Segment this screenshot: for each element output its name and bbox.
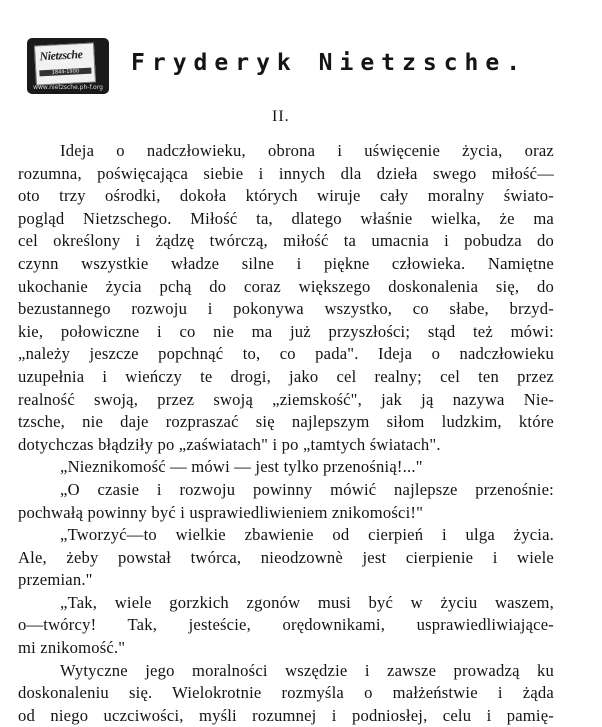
text-line: czynn wszystkie władze silne i piękne człowieka. Namiętne [18,253,554,273]
logo-url: www.nietzsche.ph-f.org [33,84,103,91]
logo-signature: Nietzsche [39,47,83,64]
text-line: kie, połowiczne i co nie ma już przyszłości; stąd też mówi: [18,321,554,341]
text-line: „Tworzyć—to wielkie zbawienie od cierpień i ulga życia. [60,525,554,545]
text-line: bezustannego rozwoju i pokonywa wszystko, co słabe, brzyd- [18,299,554,319]
site-logo [27,38,109,94]
text-line: doskonaleniu się. Wielokrotnie rozmyśla o małżeństwie i żąda [18,683,554,703]
text-line: tzsche, nie daje rozpraszać się najlepszym siłom ludzkim, które [18,412,554,432]
logo-portrait-card [34,42,96,85]
text-line: pogląd Nietzschego. Miłość ta, dlatego właśnie wielka, że ma [18,208,554,228]
text-line: Ale, żeby powstał twórca, nieodzownè jest cierpienie i wiele [18,547,554,567]
logo-dates: 1844-1900 [39,68,91,77]
text-line: Wytyczne jego moralności wszędzie i zawsze prowadzą ku [60,660,554,680]
text-line: oto trzy ośrodki, dokoła których wiruje cały moralny świato- [18,186,554,206]
text-line: „należy jeszcze popchnąć to, co pada". Ideja o nadczłowieku [18,344,554,364]
section-number: II. [272,108,290,125]
text-line: ukochanie życia pchą do coraz większego doskonalenia się, do [18,276,554,296]
text-line: Ideja o nadczłowieku, obrona i uświęcenie życia, oraz [60,141,554,160]
body-text [18,140,554,727]
text-line: realność swoją, przez swoją „ziemskość", jak ją nazywa Nie- [18,389,554,409]
text-line: przemian." [18,570,93,590]
page-title: Fryderyk Nietzsche. [131,50,528,76]
text-line: pochwałą powinny być i usprawiedliwieniem znikomości!" [18,502,424,522]
text-line: dotychczas błądziły po „zaświatach" i po „tamtych światach". [18,434,441,454]
text-line: cel określony i żądzę twórczą, miłość ta umacnia i pobudza do [18,231,554,251]
text-line: mi znikomość." [18,638,126,658]
text-line: „O czasie i rozwoju powinny mówić najlepsze przenośnie: [60,479,554,499]
text-line: „Nieznikomość — mówi — jest tylko przenośnią!..." [60,457,423,477]
text-line: od niego uczciwości, myśli rozumnej i podniosłej, celu i pamię- [18,705,554,725]
text-line: uzupełnia i wieńczy te drogi, jako cel realny; cel ten przez [18,366,554,386]
text-line: rozumna, poświęcająca siebie i innych dla dzieła swego miłość— [18,163,554,183]
text-line: „Tak, wiele gorzkich zgonów musi być w życiu waszem, [60,592,554,612]
text-line: o—twórcy! Tak, jesteście, orędownikami, usprawiedliwiające- [18,615,554,635]
